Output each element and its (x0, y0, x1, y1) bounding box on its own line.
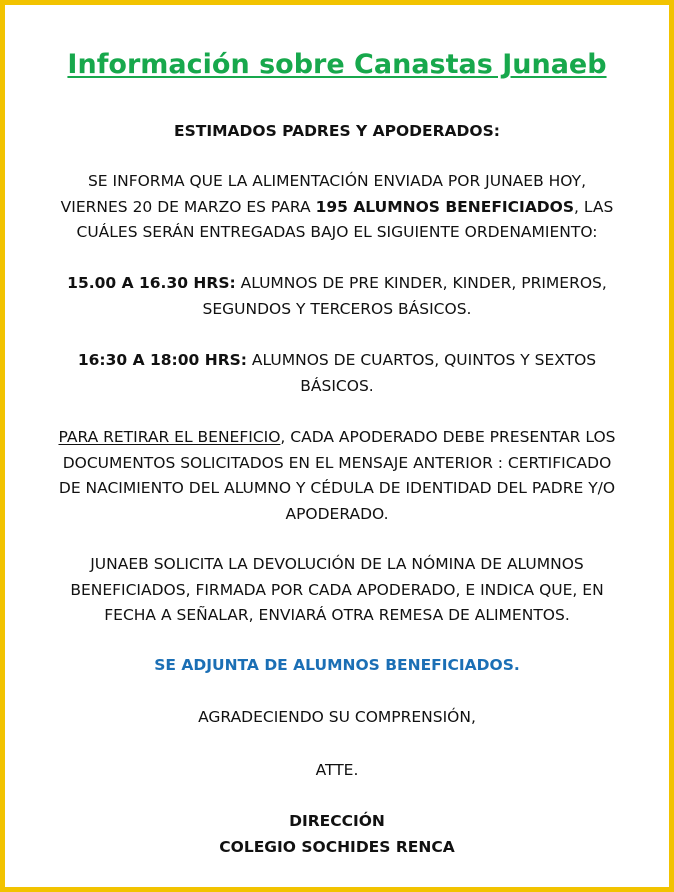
requirements-line-3: DE NACIMIENTO DEL ALUMNO Y CÉDULA DE IDENTIDAD DEL PADRE Y/O (58, 479, 616, 497)
schedule-2-text: ALUMNOS DE CUARTOS, QUINTOS Y SEXTOS (247, 351, 597, 369)
schedule-1-line-2: SEGUNDOS Y TERCEROS BÁSICOS. (202, 299, 472, 318)
request-paragraph (10, 552, 664, 629)
schedule-1-time: 15.00 A 16.30 HRS: (67, 274, 236, 292)
requirements-line-1-post: , CADA APODERADO DEBE PRESENTAR LOS (280, 428, 616, 446)
page-title (5, 47, 669, 83)
intro-line-3: CUÁLES SERÁN ENTREGADAS BAJO EL SIGUIENTE ORDENAMIENTO: (76, 223, 598, 241)
requirements-line-1 (10, 425, 664, 451)
schedule-2-time: 16:30 A 18:00 HRS: (77, 351, 247, 369)
schedule-2-line-1 (10, 348, 664, 374)
intro-paragraph (10, 169, 664, 246)
intro-line-2-pre: VIERNES 20 DE MARZO ES PARA (60, 197, 316, 216)
closing-line: ATTE. (315, 761, 359, 779)
schedule-1-text: ALUMNOS DE PRE KINDER, KINDER, PRIMEROS, (235, 274, 607, 292)
requirements-line-4: APODERADO. (285, 504, 389, 523)
intro-line-1: SE INFORMA QUE LA ALIMENTACIÓN ENVIADA POR JUNAEB HOY, (87, 172, 587, 190)
schedule-2-line-2: BÁSICOS. (300, 376, 374, 395)
request-line-3: FECHA A SEÑALAR, ENVIARÁ OTRA REMESA DE ALIMENTOS. (104, 606, 570, 624)
beneficiaries-count: 195 ALUMNOS BENEFICIADOS (315, 197, 575, 216)
intro-line-2-post: , LAS (574, 197, 614, 216)
greeting: ESTIMADOS PADRES Y APODERADOS: (174, 122, 500, 140)
requirements-line-2: DOCUMENTOS SOLICITADOS EN EL MENSAJE ANTERIOR : CERTIFICADO (62, 453, 612, 472)
thanks-line: AGRADECIENDO SU COMPRENSIÓN, (198, 708, 476, 726)
requirements-paragraph (10, 425, 664, 527)
schedule-2 (10, 348, 664, 399)
intro-line-2 (10, 195, 664, 221)
attachment-note: SE ADJUNTA DE ALUMNOS BENEFICIADOS. (154, 656, 520, 674)
signature (10, 809, 664, 860)
request-line-2: BENEFICIADOS, FIRMADA POR CADA APODERADO, E INDICA QUE, EN (70, 580, 604, 599)
requirements-heading: PARA RETIRAR EL BENEFICIO (58, 428, 281, 446)
signature-line-2: COLEGIO SOCHIDES RENCA (219, 837, 455, 856)
schedule-1 (10, 271, 664, 322)
schedule-1-line-1 (10, 271, 664, 297)
signature-line-1: DIRECCIÓN (289, 812, 385, 830)
request-line-1: JUNAEB SOLICITA LA DEVOLUCIÓN DE LA NÓMINA DE ALUMNOS (90, 555, 584, 573)
page-title-text: Información sobre Canastas Junaeb (67, 49, 607, 80)
